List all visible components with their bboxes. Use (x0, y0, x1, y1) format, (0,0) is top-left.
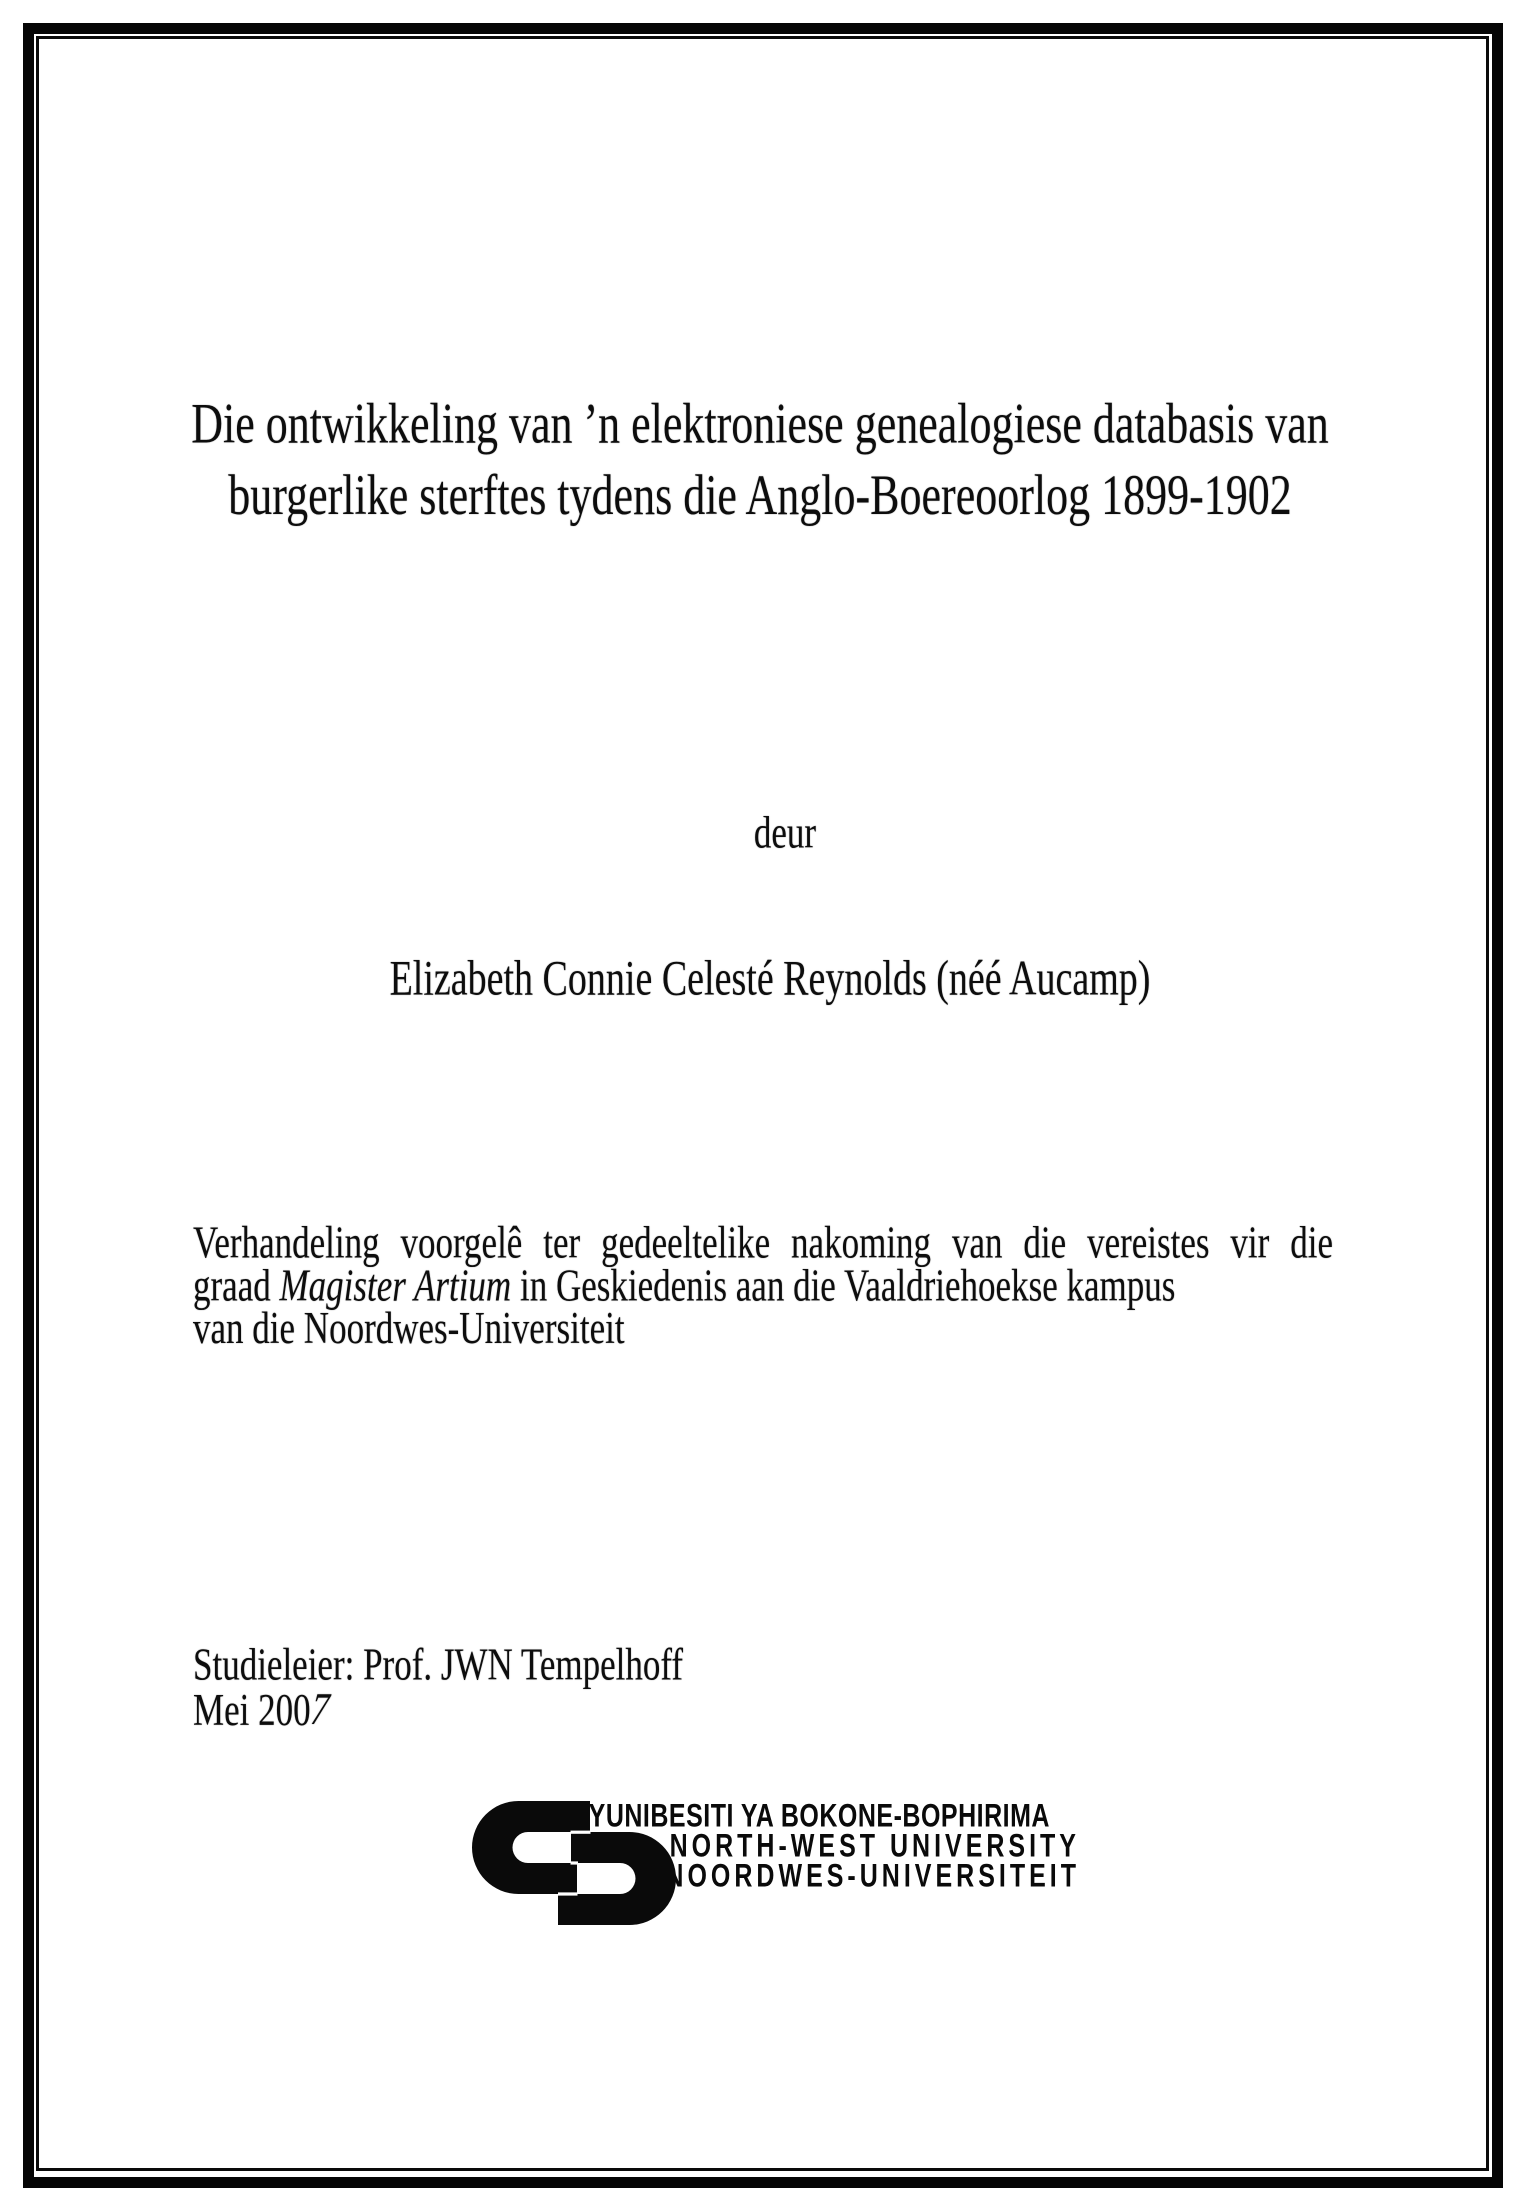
logo-line-setswana: YUNIBESITI YA BOKONE-BOPHIRIMA (588, 1798, 1050, 1835)
author-name: Elizabeth Connie Celesté Reynolds (néé Aucamp) (389, 951, 1151, 1006)
supervisor-line: Studieleier: Prof. JWN Tempelhoff (193, 1639, 684, 1691)
supervisor-block (193, 1639, 1093, 1736)
degree-statement (193, 1217, 1333, 1354)
logo-line-english: NORTH-WEST UNIVERSITY (669, 1828, 1080, 1865)
degree-line2-suffix: in Geskiedenis aan die Vaaldriehoekse kampus (511, 1260, 1176, 1311)
date-line (193, 1683, 1093, 1736)
thesis-title-line1: Die ontwikkeling van ’n elektroniese genealogiese databasis van (191, 391, 1329, 456)
date-last-digit: 7 (304, 1683, 335, 1735)
university-logo-text (580, 1798, 1080, 1895)
degree-name-latin: Magister Artium (279, 1260, 512, 1311)
degree-statement-line2 (193, 1260, 1333, 1311)
degree-statement-line1: Verhandeling voorgelê ter gedeeltelike nakoming van die vereistes vir die (193, 1217, 1333, 1268)
byline-deur: deur (753, 807, 817, 859)
degree-line2-prefix: graad (193, 1260, 280, 1311)
degree-statement-line3: van die Noordwes-Universiteit (193, 1302, 625, 1354)
thesis-title (0, 388, 1520, 531)
logo-line-afrikaans: NOORDWES-UNIVERSITEIT (665, 1857, 1080, 1895)
thesis-title-line2: burgerlike sterftes tydens die Anglo-Boereoorlog 1899-1902 (228, 463, 1292, 528)
date-prefix: Mei 200 (193, 1684, 311, 1736)
